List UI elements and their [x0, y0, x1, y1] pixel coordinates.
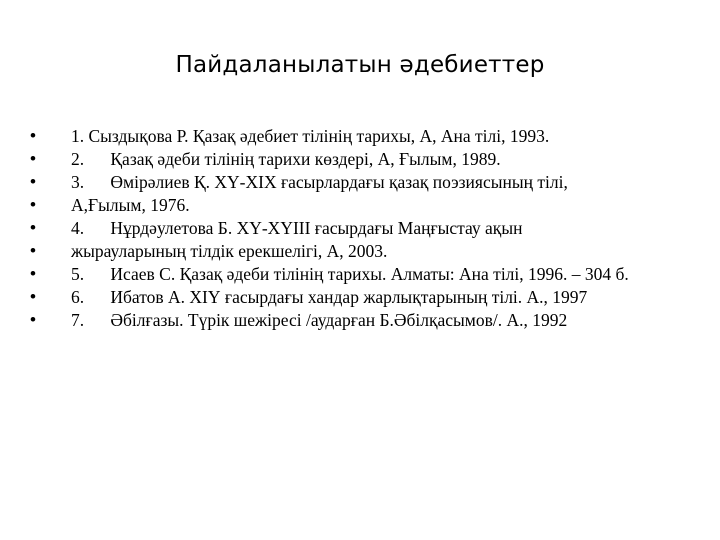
- bullet-icon: •: [30, 172, 36, 191]
- list-item: [30, 149, 690, 169]
- bullet-icon: •: [30, 241, 36, 260]
- bullet-icon: •: [30, 287, 36, 306]
- bibliography-list: [30, 126, 690, 333]
- slide-title: Пайдаланылатын әдебиеттер: [175, 52, 545, 78]
- list-item-text: А,Ғылым, 1976.: [71, 195, 190, 215]
- list-item-text: 2. Қазақ әдеби тілінің тарихи көздері, А, Ғылым, 1989.: [71, 149, 501, 169]
- list-item: [30, 264, 690, 284]
- list-item-text: 7. Әбілғазы. Түрік шежіресі /аударған Б.Әбілқасымов/. А., 1992: [71, 310, 568, 330]
- list-item-text: жырауларының тілдік ерекшелігі, А, 2003.: [71, 241, 388, 261]
- bullet-icon: •: [30, 149, 36, 168]
- bullet-icon: •: [30, 218, 36, 237]
- list-item-text: 5. Исаев С. Қазақ әдеби тілінің тарихы. Алматы: Ана тілі, 1996. – 304 б.: [71, 264, 629, 284]
- bullet-icon: •: [30, 126, 36, 145]
- list-item-text: 1. Сыздықова Р. Қазақ әдебиет тілінің тарихы, А, Ана тілі, 1993.: [71, 126, 550, 146]
- list-item-text: 4. Нұрдәулетова Б. ХҮ-ХҮІІІ ғасырдағы Маңғыстау ақын: [71, 218, 523, 238]
- bullet-icon: •: [30, 264, 36, 283]
- list-item: [30, 310, 690, 330]
- list-item: [30, 241, 690, 261]
- bullet-icon: •: [30, 195, 36, 214]
- list-item-text: 3. Өмірәлиев Қ. ХҮ-ХІХ ғасырлардағы қазақ поэзиясының тілі,: [71, 172, 568, 192]
- list-item: [30, 126, 690, 146]
- bullet-icon: •: [30, 310, 36, 329]
- list-item: [30, 218, 690, 238]
- list-item: [30, 287, 690, 307]
- list-item: [30, 195, 690, 215]
- list-item-text: 6. Ибатов А. ХІҮ ғасырдағы хандар жарлықтарының тілі. А., 1997: [71, 287, 588, 307]
- list-item: [30, 172, 690, 192]
